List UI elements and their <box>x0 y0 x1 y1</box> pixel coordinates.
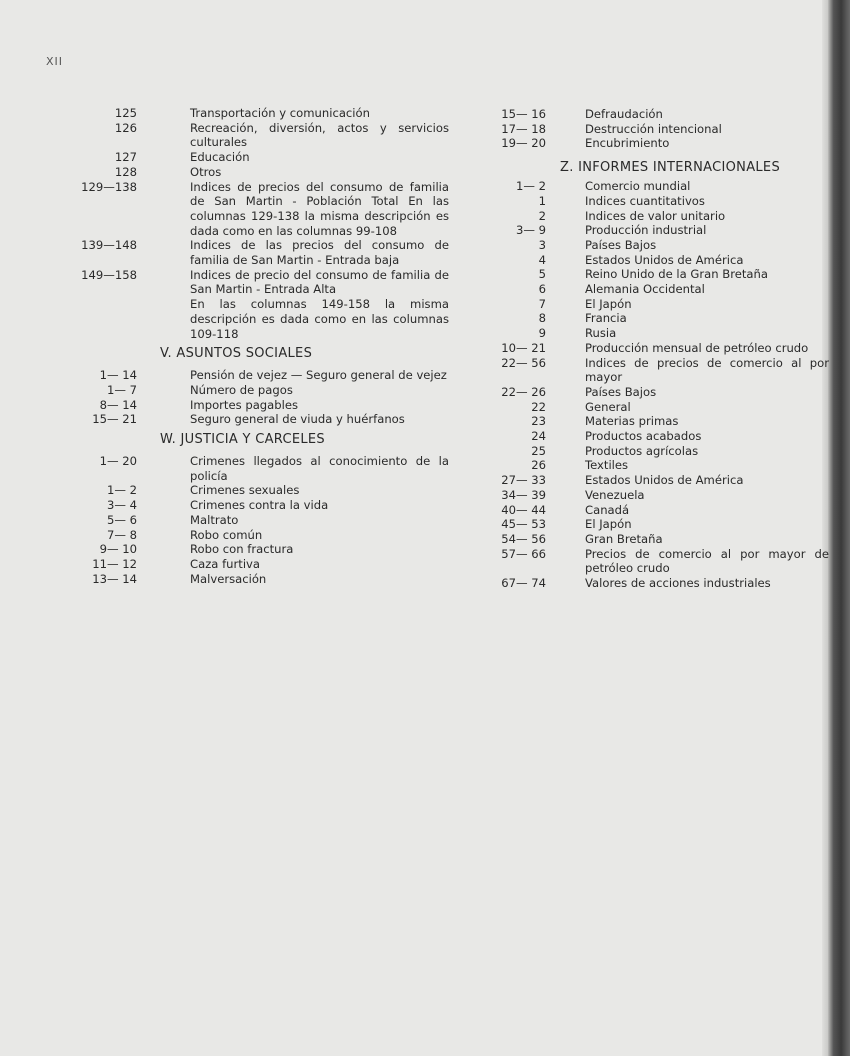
index-entry <box>470 311 845 326</box>
column-range: 57— 66 <box>501 546 546 561</box>
index-entry <box>470 253 845 268</box>
entry-description: Indices de precios de comercio al por mayor <box>585 355 829 385</box>
entry-description: Caza furtiva <box>190 556 261 571</box>
entry-description: Precios de comercio al por mayor de petróleo crudo <box>585 546 829 576</box>
index-entry <box>40 238 449 267</box>
column-range: 7 <box>538 296 546 311</box>
entry-description: Países Bajos <box>585 384 657 399</box>
index-entry <box>470 341 845 356</box>
index-entry <box>470 400 845 415</box>
entry-description: Comercio mundial <box>585 179 691 194</box>
column-range: 8— 14 <box>99 397 137 412</box>
entry-description: Crimenes sexuales <box>190 483 300 498</box>
column-range <box>40 297 137 341</box>
index-entry <box>470 267 845 282</box>
index-entry <box>470 107 845 122</box>
column-range: 4 <box>538 252 546 267</box>
entry-description: Robo común <box>190 527 263 542</box>
column-range: 40— 44 <box>501 502 546 517</box>
entry-description: Reino Unido de la Gran Bretaña <box>585 267 768 282</box>
column-range: 67— 74 <box>501 576 546 591</box>
index-entry <box>470 532 845 547</box>
index-entry <box>470 414 845 429</box>
column-range: 2 <box>538 208 546 223</box>
index-entry <box>470 297 845 312</box>
index-entry <box>40 412 449 427</box>
entry-description: Número de pagos <box>190 382 293 397</box>
entry-description: Recreación, diversión, actos y servicios culturales <box>190 120 449 150</box>
entry-description: Productos acabados <box>585 429 702 444</box>
column-range: 24 <box>531 429 546 444</box>
entry-description: Indices cuantitativos <box>585 193 705 208</box>
section-heading: W. JUSTICIA Y CARCELES <box>160 432 325 448</box>
entry-description: Venezuela <box>585 487 645 502</box>
index-entry <box>40 454 449 483</box>
entry-description: Producción mensual de petróleo crudo <box>585 340 809 355</box>
index-entry <box>470 209 845 224</box>
entry-description: Rusia <box>585 326 617 341</box>
index-entry <box>470 326 845 341</box>
entry-description: Educación <box>190 150 250 165</box>
index-entry <box>40 297 449 341</box>
entry-description: Transportación y comunicación <box>190 106 370 120</box>
index-entry <box>470 122 845 137</box>
index-entry <box>470 194 845 209</box>
column-range: 8 <box>538 311 546 326</box>
index-entry <box>470 458 845 473</box>
entry-description: Crimenes llegados al conocimiento de la policía <box>190 454 449 483</box>
column-range: 22— 26 <box>501 384 546 399</box>
index-entry <box>470 136 845 151</box>
column-range: 15— 21 <box>92 412 137 427</box>
column-range: 26 <box>531 458 546 473</box>
column-range: 11— 12 <box>92 556 137 571</box>
entry-description: El Japón <box>585 296 632 311</box>
index-entry <box>470 517 845 532</box>
index-entry <box>470 356 845 385</box>
entry-description: Encubrimiento <box>585 136 670 151</box>
index-entry <box>40 498 449 513</box>
index-entry <box>40 398 449 413</box>
column-range: 3— 4 <box>106 498 137 513</box>
column-range: 3— 9 <box>515 223 546 238</box>
column-range: 13— 14 <box>92 571 137 586</box>
index-entry <box>470 444 845 459</box>
column-range: 25 <box>531 443 546 458</box>
column-range: 22— 56 <box>501 355 546 370</box>
entry-description: Indices de precios del consumo de familia de San Martin - Población Total En las columnas 129-138 la misma descripción es dada como en las columnas 99-108 <box>190 179 449 238</box>
column-range: 139—148 <box>81 238 137 253</box>
index-entry <box>470 385 845 400</box>
column-range: 9 <box>538 326 546 341</box>
right-column-index <box>470 107 845 591</box>
column-range: 1— 20 <box>99 454 137 469</box>
column-range: 5— 6 <box>106 512 137 527</box>
entry-description: Estados Unidos de América <box>585 252 744 267</box>
index-entry <box>40 121 449 150</box>
column-range: 17— 18 <box>501 121 546 136</box>
column-range: 129—138 <box>81 179 137 194</box>
entry-description: Materias primas <box>585 414 679 429</box>
left-column-index <box>40 106 449 586</box>
entry-description: Gran Bretaña <box>585 531 663 546</box>
column-range: 54— 56 <box>501 531 546 546</box>
index-entry <box>470 429 845 444</box>
entry-description: Textiles <box>585 458 629 473</box>
entry-description: Indices de valor unitario <box>585 208 726 223</box>
entry-description: Defraudación <box>585 107 663 121</box>
entry-description: Estados Unidos de América <box>585 473 744 488</box>
index-entry <box>40 383 449 398</box>
index-entry <box>40 542 449 557</box>
entry-description: El Japón <box>585 517 632 532</box>
section-heading: Z. INFORMES INTERNACIONALES <box>560 160 780 176</box>
column-range: 128 <box>114 164 137 179</box>
page-number: XII <box>46 55 64 68</box>
entry-description: Productos agrícolas <box>585 443 699 458</box>
column-range: 27— 33 <box>501 473 546 488</box>
entry-description: Pensión de vejez — Seguro general de vejez <box>190 368 447 383</box>
index-entry <box>40 368 449 383</box>
entry-description: Indices de precio del consumo de familia de San Martin - Entrada Alta <box>190 267 449 297</box>
entry-description: Importes pagables <box>190 397 299 412</box>
column-range: 3 <box>538 237 546 252</box>
column-range: 1 <box>538 193 546 208</box>
column-range: 1— 2 <box>106 483 137 498</box>
column-range: 22 <box>531 399 546 414</box>
index-entry <box>470 238 845 253</box>
column-range: 125 <box>114 106 137 120</box>
entry-description: General <box>585 399 631 414</box>
entry-description: En las columnas 149-158 la misma descripción es dada como en las columnas 109-118 <box>190 297 449 341</box>
index-entry <box>40 106 449 121</box>
entry-description: Producción industrial <box>585 223 707 238</box>
section-heading: V. ASUNTOS SOCIALES <box>160 346 313 362</box>
entry-description: Indices de las precios del consumo de familia de San Martin - Entrada baja <box>190 238 449 268</box>
entry-description: Francia <box>585 311 627 326</box>
entry-description: Países Bajos <box>585 237 657 252</box>
index-entry <box>470 576 845 591</box>
column-range: 1— 7 <box>106 382 137 397</box>
entry-description: Alemania Occidental <box>585 282 705 297</box>
index-entry <box>40 165 449 180</box>
entry-description: Destrucción intencional <box>585 121 722 136</box>
entry-description: Otros <box>190 164 222 179</box>
index-entry <box>40 557 449 572</box>
index-entry <box>470 282 845 297</box>
column-range: 15— 16 <box>501 107 546 121</box>
column-range: 149—158 <box>81 267 137 282</box>
column-range: 5 <box>538 267 546 282</box>
index-entry <box>40 483 449 498</box>
index-entry <box>470 179 845 194</box>
column-range: 126 <box>114 120 137 135</box>
column-range: 7— 8 <box>106 527 137 542</box>
column-range: 9— 10 <box>99 542 137 557</box>
index-entry <box>40 180 449 239</box>
entry-description: Crimenes contra la vida <box>190 498 329 513</box>
index-entry <box>40 150 449 165</box>
column-range: 34— 39 <box>501 487 546 502</box>
entry-description: Canadá <box>585 502 630 517</box>
column-range: 127 <box>114 150 137 165</box>
column-range: 10— 21 <box>501 340 546 355</box>
entry-description: Maltrato <box>190 512 239 527</box>
column-range: 6 <box>538 282 546 297</box>
entry-description: Malversación <box>190 571 267 586</box>
column-range: 1— 14 <box>99 368 137 383</box>
index-entry <box>470 547 845 576</box>
column-range: 19— 20 <box>501 136 546 151</box>
index-entry <box>40 513 449 528</box>
index-entry <box>40 528 449 543</box>
index-entry <box>470 223 845 238</box>
entry-description: Seguro general de viuda y huérfanos <box>190 412 405 427</box>
entry-description: Valores de acciones industriales <box>585 576 771 591</box>
index-entry <box>470 488 845 503</box>
column-range: 1— 2 <box>515 179 546 194</box>
index-entry <box>470 503 845 518</box>
index-entry <box>470 473 845 488</box>
entry-description: Robo con fractura <box>190 542 294 557</box>
column-range: 23 <box>531 414 546 429</box>
index-entry <box>40 268 449 297</box>
index-entry <box>40 572 449 587</box>
column-range: 45— 53 <box>501 517 546 532</box>
